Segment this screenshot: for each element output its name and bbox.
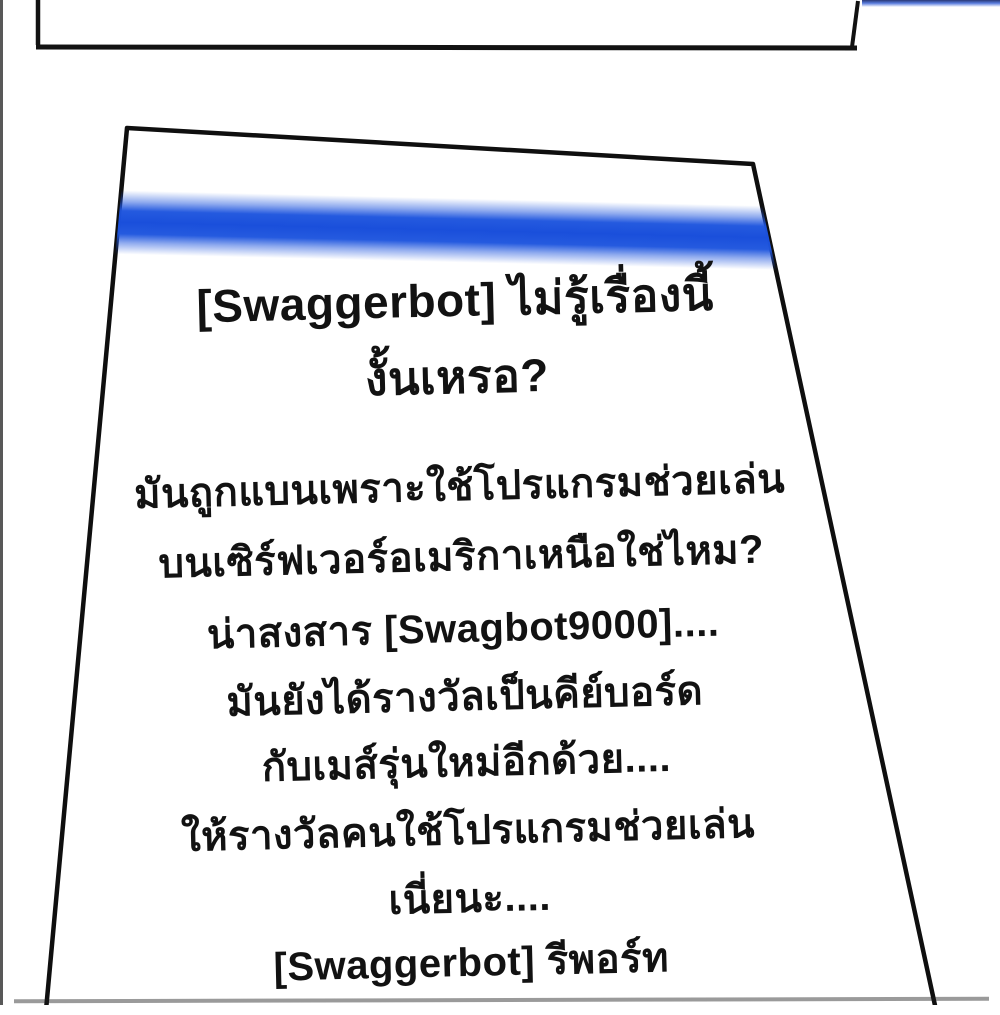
speech-line: น่าสงสาร [Swagbot9000]....	[206, 600, 720, 658]
speech-line: กับเมส์รุ่นใหม่อีกด้วย....	[261, 735, 672, 790]
speech-line: มันถูกแบนเพราะใช้โปรแกรมช่วยเล่น	[133, 457, 786, 517]
speech-line: ให้รางวัลคนใช้โปรแกรมช่วยเล่น	[180, 801, 756, 860]
speech-text-block	[43, 0, 877, 1015]
speech-line: มันยังได้รางวัลเป็นคีย์บอร์ด	[225, 669, 704, 725]
speech-line: บนเซิร์ฟเวอร์อเมริกาเหนือใช่ไหม?	[158, 527, 765, 587]
speech-line: [Swaggerbot] รีพอร์ท	[273, 936, 670, 990]
speech-line: [Swaggerbot] ไม่รู้เรื่องนี้	[195, 267, 715, 333]
speech-line: เนี่ยนะ....	[388, 874, 552, 923]
speech-line: งั้นเหรอ?	[364, 348, 550, 406]
